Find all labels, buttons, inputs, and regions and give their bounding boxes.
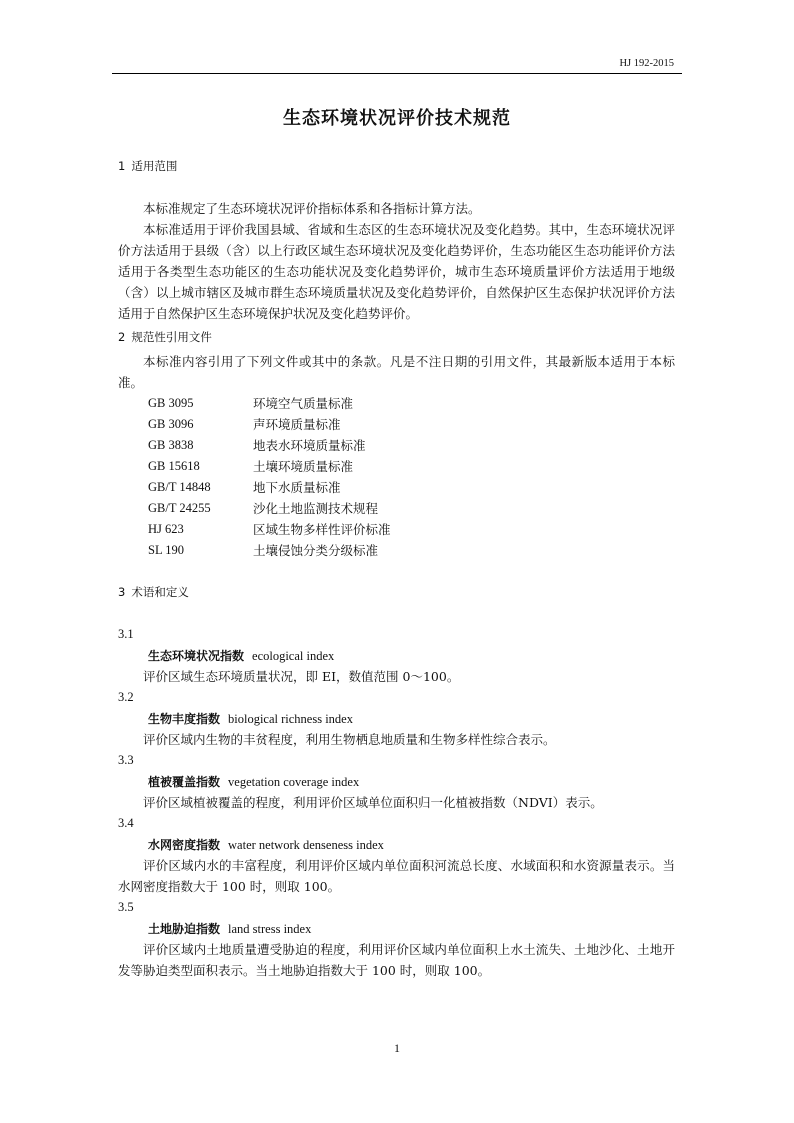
document-code: HJ 192-2015 bbox=[619, 58, 674, 69]
reference-item bbox=[118, 414, 675, 435]
paragraph: 本标准适用于评价我国县域、省域和生态区的生态环境状况及变化趋势。其中，生态环境状况评价方法适用于县级（含）以上行政区域生态环境状况及变化趋势评价，生态功能区生态功能评价方法适用于各类型生态功能区的生态功能状况及变化趋势评价，城市生态环境质量评价方法适用于地级（含）以上城市辖区及城市群生态环境质量状况及变化趋势评价，自然保护区生态保护状况评价方法适用于自然保护区生态环境保护状况及变化趋势评价。 bbox=[118, 222, 675, 321]
term-number: 3.3 bbox=[118, 753, 134, 767]
reference-item bbox=[118, 540, 675, 561]
reference-list bbox=[118, 393, 675, 561]
term-title bbox=[118, 645, 675, 666]
reference-code: GB 15618 bbox=[148, 459, 200, 473]
term-title bbox=[118, 708, 675, 729]
term-english: ecological index bbox=[252, 649, 335, 663]
term-number: 3.4 bbox=[118, 816, 134, 830]
section-heading-scope bbox=[118, 156, 675, 177]
reference-code: GB/T 14848 bbox=[148, 480, 211, 494]
term-title bbox=[118, 771, 675, 792]
header-rule bbox=[112, 73, 682, 74]
term-definition: 评价区域生态环境质量状况，即 EI，数值范围 0～100。 bbox=[143, 669, 460, 684]
section-heading-terms bbox=[118, 582, 675, 603]
term-chinese: 生物丰度指数 bbox=[148, 712, 221, 726]
term-english: vegetation coverage index bbox=[228, 775, 360, 789]
document-body bbox=[118, 156, 675, 981]
term-number: 3.1 bbox=[118, 627, 134, 641]
reference-item bbox=[118, 435, 675, 456]
term-definition: 评价区域植被覆盖的程度，利用评价区域单位面积归一化植被指数（NDVI）表示。 bbox=[143, 795, 603, 810]
term-chinese: 生态环境状况指数 bbox=[148, 649, 245, 663]
term-definition: 评价区域内土地质量遭受胁迫的程度，利用评价区域内单位面积上水土流失、土地沙化、土地开发等胁迫类型面积表示。当土地胁迫指数大于 100 时，则取 100。 bbox=[118, 942, 675, 978]
page-number: 1 bbox=[394, 1041, 400, 1055]
reference-name: 声环境质量标准 bbox=[253, 417, 341, 432]
reference-name: 区域生物多样性评价标准 bbox=[253, 522, 391, 537]
term-list bbox=[118, 624, 675, 981]
reference-code: GB 3838 bbox=[148, 438, 194, 452]
reference-item bbox=[118, 477, 675, 498]
term-chinese: 水网密度指数 bbox=[148, 838, 221, 852]
term-definition: 评价区域内生物的丰贫程度，利用生物栖息地质量和生物多样性综合表示。 bbox=[143, 732, 556, 747]
term-english: water network denseness index bbox=[228, 838, 384, 852]
term-title bbox=[118, 918, 675, 939]
reference-code: GB 3096 bbox=[148, 417, 194, 431]
section-number: 3 bbox=[118, 585, 126, 599]
reference-code: SL 190 bbox=[148, 543, 184, 557]
section-title: 规范性引用文件 bbox=[131, 330, 212, 344]
document-title: 生态环境状况评价技术规范 bbox=[283, 108, 511, 129]
reference-item bbox=[118, 456, 675, 477]
reference-name: 地下水质量标准 bbox=[253, 480, 341, 495]
term-number: 3.5 bbox=[118, 900, 134, 914]
reference-item bbox=[118, 519, 675, 540]
term-english: land stress index bbox=[228, 922, 312, 936]
term-chinese: 植被覆盖指数 bbox=[148, 775, 221, 789]
section-title: 适用范围 bbox=[131, 159, 178, 173]
reference-name: 土壤环境质量标准 bbox=[253, 459, 354, 474]
paragraph: 本标准内容引用了下列文件或其中的条款。凡是不注日期的引用文件，其最新版本适用于本标准。 bbox=[118, 354, 675, 390]
term-definition: 评价区域内水的丰富程度，利用评价区域内单位面积河流总长度、水域面积和水资源量表示。当水网密度指数大于 100 时，则取 100。 bbox=[118, 858, 675, 894]
reference-item bbox=[118, 498, 675, 519]
section-number: 1 bbox=[118, 159, 126, 173]
reference-name: 环境空气质量标准 bbox=[253, 396, 354, 411]
reference-code: GB 3095 bbox=[148, 396, 194, 410]
paragraph: 本标准规定了生态环境状况评价指标体系和各指标计算方法。 bbox=[143, 201, 481, 216]
term-chinese: 土地胁迫指数 bbox=[148, 922, 221, 936]
reference-name: 地表水环境质量标准 bbox=[253, 438, 366, 453]
reference-item bbox=[118, 393, 675, 414]
section-heading-references bbox=[118, 327, 675, 348]
reference-name: 沙化土地监测技术规程 bbox=[253, 501, 379, 516]
reference-code: GB/T 24255 bbox=[148, 501, 211, 515]
term-title bbox=[118, 834, 675, 855]
reference-code: HJ 623 bbox=[148, 522, 184, 536]
section-number: 2 bbox=[118, 330, 126, 344]
term-number: 3.2 bbox=[118, 690, 134, 704]
term-english: biological richness index bbox=[228, 712, 353, 726]
section-title: 术语和定义 bbox=[131, 585, 189, 599]
reference-name: 土壤侵蚀分类分级标准 bbox=[253, 543, 379, 558]
